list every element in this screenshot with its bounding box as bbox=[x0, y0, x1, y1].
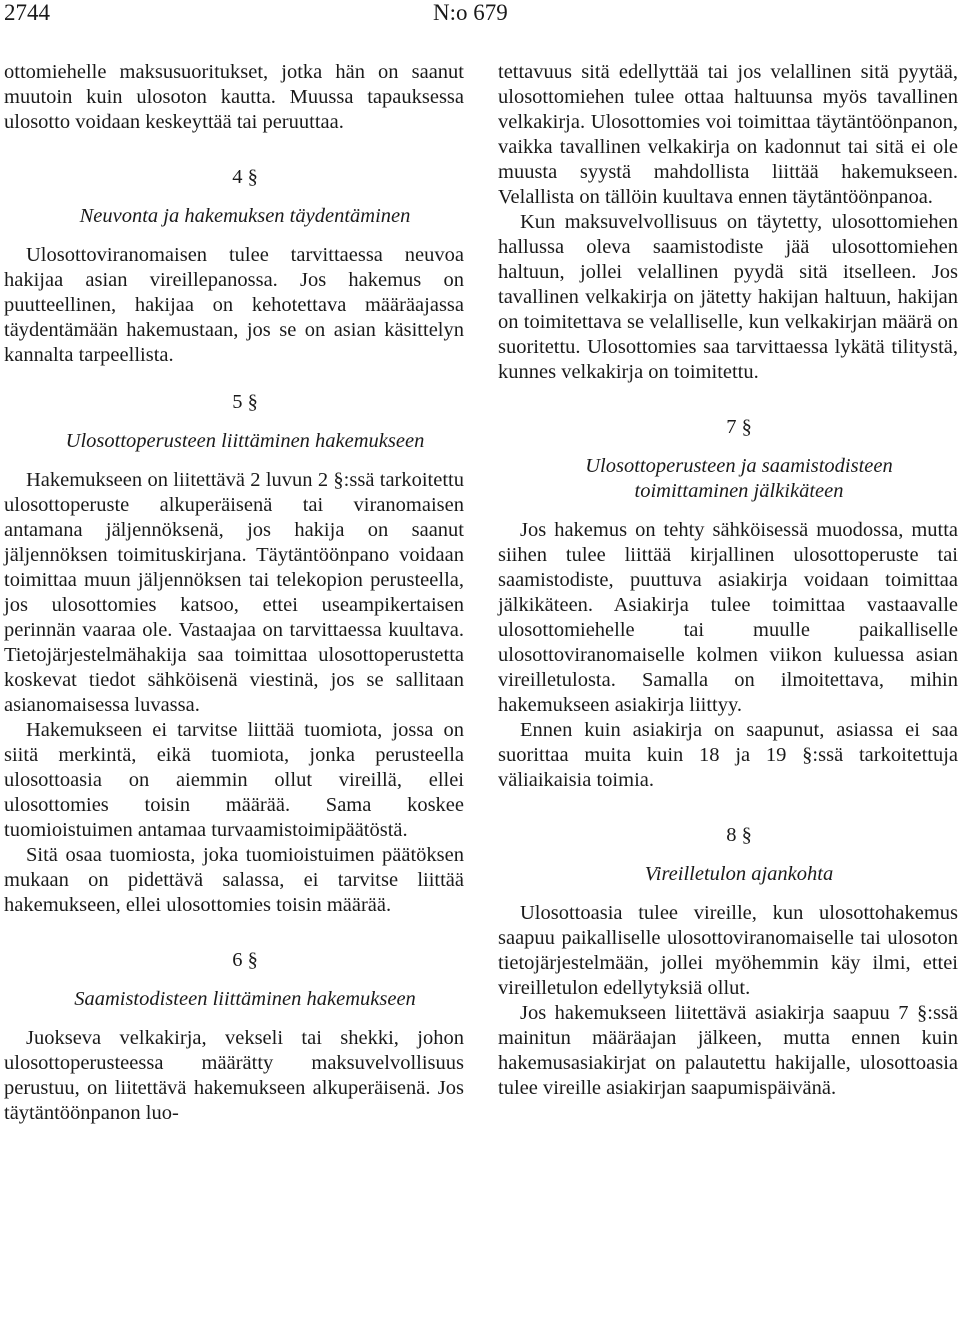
section-5-paragraph-3: Sitä osaa tuomiosta, joka tuomioistuimen päätöksen mukaan on pidettävä salassa, ei tarvitse liittää hakemukseen, ellei ulosottomies toisin määrää. bbox=[4, 844, 464, 916]
section-5-paragraph-2: Hakemukseen ei tarvitse liittää tuomiota, jossa on siitä merkintä, eikä tuomiota, jonka perusteella ulosottoasia on aiemmin ollut vireillä, ellei ulosottomies toisin määrää. Sama koskee tuomioistuimen antamaa turvaamistoimipäätöstä. bbox=[4, 719, 464, 841]
issue-number: N:o 679 bbox=[433, 0, 508, 25]
section-7-paragraph-1: Jos hakemus on tehty sähköisessä muodossa, mutta siihen tulee liittää kirjallinen ulosottoperuste tai saamistodiste, puuttuva asiakirja voidaan toimittaa jälkikäteen. Asiakirja tulee toimittaa vastaavalle ulosottomiehelle tai muulle paikalliselle ulosottoviranomaiselle kolmen viikon kuluessa asian vireilletulosta. Samalla on ilmoitettava, mihin hakemukseen asiakirja liittyy. bbox=[498, 519, 958, 716]
page-header bbox=[0, 0, 960, 30]
section-6-paragraph-2: Kun maksuvelvollisuus on täytetty, ulosottomiehen hallussa oleva saamistodiste jää ulosottomiehen haltuun, jollei velallinen pyydä sitä itselleen. Jos tavallinen velkakirja on jätetty hakijan haltuun, hakijan on toimitettava se velalliselle, kun velkakirjan määrä on suoritettu. Ulosottomies saa tarvittaessa lykätä tilitystä, kunnes velkakirja on toimitettu. bbox=[498, 211, 958, 383]
section-7-title-line-1: Ulosottoperusteen ja saamistodisteen bbox=[585, 455, 893, 477]
continued-paragraph: tettavuus sitä edellyttää tai jos velallinen sitä pyytää, ulosottomiehen tulee ottaa haltuunsa myös tavallinen velkakirja. Ulosottomies voi toimittaa täytäntöönpanon, vaikka tavallinen velkakirja on kadonnut tai sitä ei ole muusta syystä mahdollista liittää hakemukseen. Velallista on tällöin kuultava ennen täytäntöönpanoa. bbox=[498, 61, 958, 208]
section-6-paragraph: Juokseva velkakirja, vekseli tai shekki, johon ulosottoperusteessa määrätty maksuvelvollisuus perustuu, on liitettävä hakemukseen alkuperäisenä. Jos täytäntöönpanon luo- bbox=[4, 1027, 464, 1124]
page-number: 2744 bbox=[4, 0, 50, 25]
continued-paragraph: ottomiehelle maksusuoritukset, jotka hän on saanut muutoin kuin ulosoton kautta. Muussa tapauksessa ulosotto voidaan keskeyttää tai peruuttaa. bbox=[4, 61, 464, 133]
right-column bbox=[498, 60, 958, 1101]
section-4-paragraph: Ulosottoviranomaisen tulee tarvittaessa neuvoa hakijaa asian vireillepanossa. Jos hakemus on puutteellinen, hakijaa on kehotettava määräajassa täydentämään hakemustaan, jos se on asian käsittelyn kannalta tarpeellista. bbox=[4, 244, 464, 366]
section-7-paragraph-2: Ennen kuin asiakirja on saapunut, asiassa ei saa suorittaa muita kuin 18 ja 19 §:ssä tarkoitettuja väliaikaisia toimia. bbox=[498, 719, 958, 791]
section-5-title: Ulosottoperusteen liittäminen hakemukseen bbox=[65, 430, 425, 452]
section-6-title: Saamistodisteen liittäminen hakemukseen bbox=[74, 988, 416, 1010]
section-8-paragraph-1: Ulosottoasia tulee vireille, kun ulosottohakemus saapuu paikalliselle ulosottoviranomaiselle tai ulosoton tietojärjestelmään, jollei myöhemmin käy ilmi, ettei vireilletulon edellytyksiä ollut. bbox=[498, 902, 958, 999]
section-6-number: 6 § bbox=[232, 949, 258, 971]
section-7-number: 7 § bbox=[726, 416, 752, 438]
section-5-paragraph-1: Hakemukseen on liitettävä 2 luvun 2 §:ssä tarkoitettu ulosottoperuste alkuperäisenä tai viranomaisen antamana jäljennöksenä, jos hakija on saanut jäljennöksen toimituskirjana. Täytäntöönpano voidaan toimittaa muun jäljennöksen tai telekopion perusteella, jos ulosottomies katsoo, ettei useampikertaisen perinnän vaaraa ole. Vastaajaa on tarvittaessa kuultava. Tietojärjestelmähakija saa toimittaa ulosottoperustetta koskevat tiedot sähköisenä viestinä, jos se sallitaan asianomaisessa luvassa. bbox=[4, 469, 464, 716]
section-8-paragraph-2: Jos hakemukseen liitettävä asiakirja saapuu 7 §:ssä mainitun määräajan jälkeen, mutta ennen kuin hakemusasiakirjat on palautettu hakijalle, ulosottoasia tulee vireille asiakirjan saapumispäivänä. bbox=[498, 1002, 958, 1099]
left-column bbox=[4, 60, 464, 1126]
section-4-title: Neuvonta ja hakemuksen täydentäminen bbox=[79, 205, 411, 227]
section-8-title: Vireilletulon ajankohta bbox=[644, 863, 834, 885]
section-7-title-line-2: toimittaminen jälkikäteen bbox=[634, 480, 844, 502]
section-8-number: 8 § bbox=[726, 824, 752, 846]
section-4-number: 4 § bbox=[232, 166, 258, 188]
section-5-number: 5 § bbox=[232, 391, 258, 413]
